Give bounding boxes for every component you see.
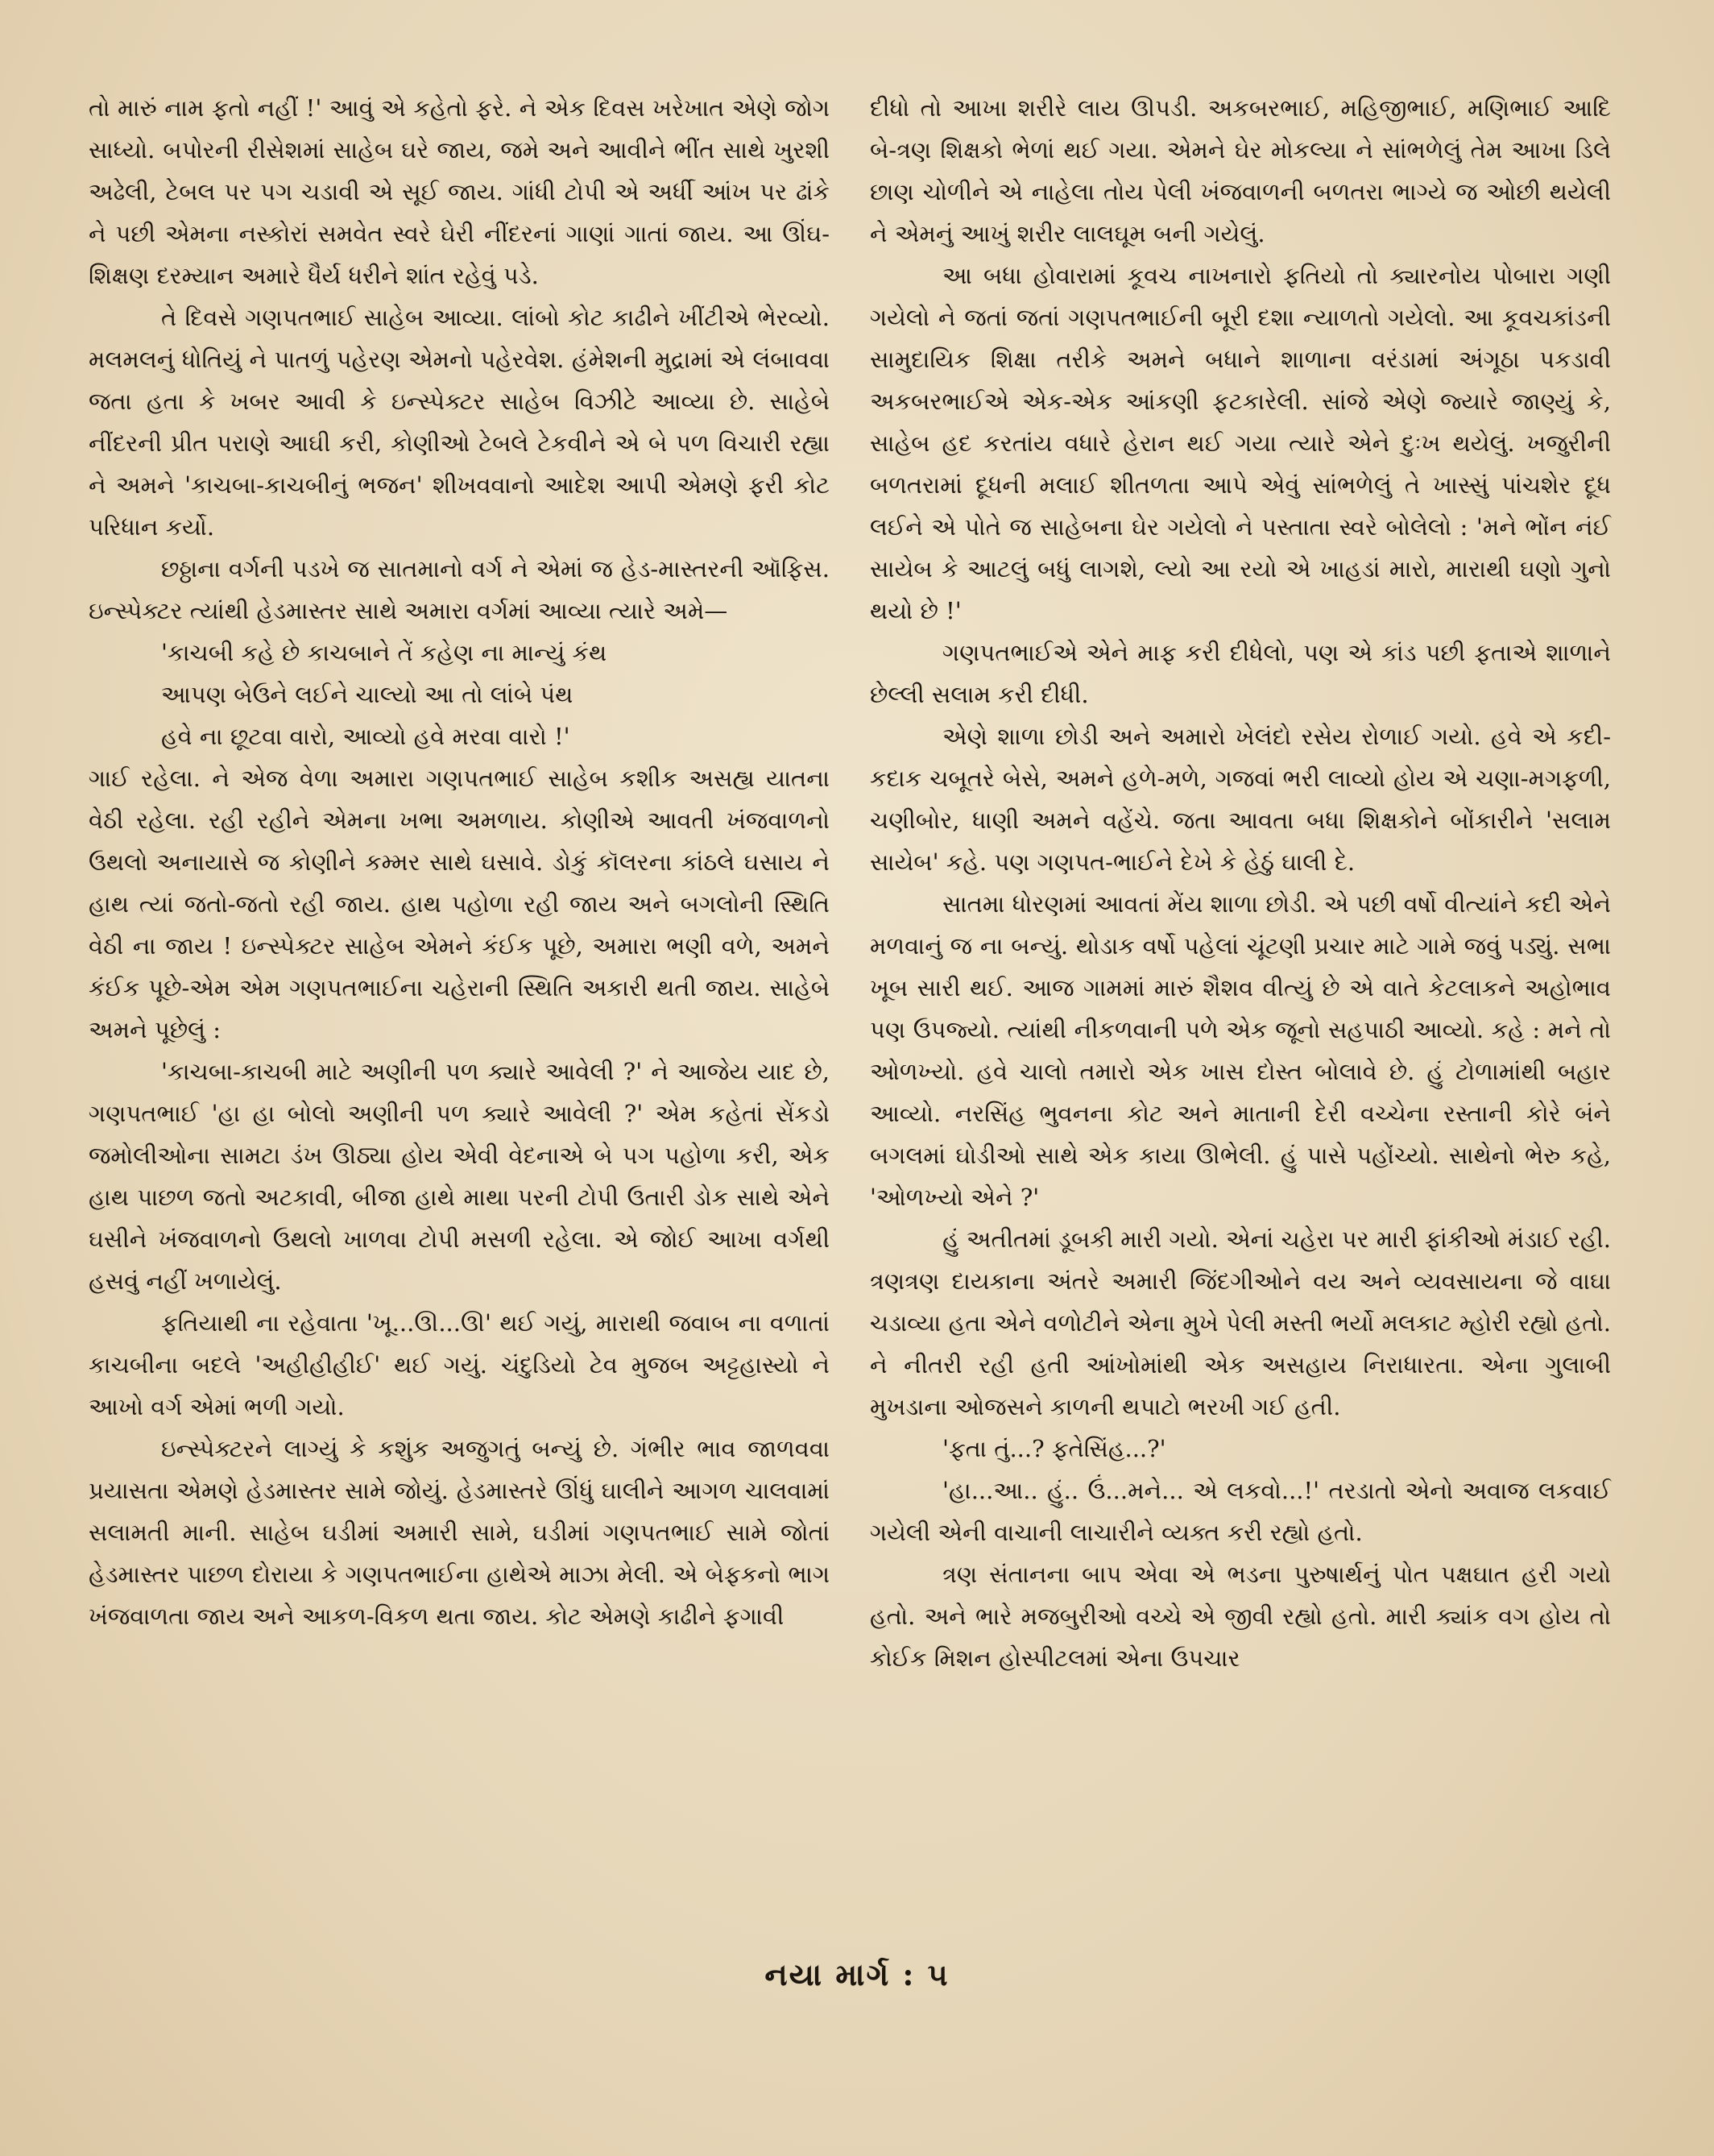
left-column-paragraph: છઠ્ઠાના વર્ગની પડખે જ સાતમાનો વર્ગ ને એમાં જ હેડ-માસ્તરની ઑફિસ. ઇન્સ્પેક્ટર ત્યાંથી હેડમાસ્તર સાથે અમારા વર્ગમાં આવ્યા ત્યારે અમે— [89,555,830,624]
right-text-column [870,87,1611,1679]
right-column-paragraph: ગણપતભાઈએ એને માફ કરી દીધેલો, પણ એ કાંડ પછી ફતાએ શાળાને છેલ્લી સલામ કરી દીધી. [870,639,1611,708]
right-column-paragraph: એણે શાળા છોડી અને અમારો ખેલંદો રસેય રોળાઈ ગયો. હવે એ કદી-કદાક ચબૂતરે બેસે, અમને હળે-મળે, ગજવાં ભરી લાવ્યો હોય એ ચણા-મગફળી, ચણીબોર, ધાણી અમને વહેંચે. જતા આવતા બધા શિક્ષકોને બોંકારીને 'સલામ સાયેબ' કહે. પણ ગણપત-ભાઈને દેખે કે હેઠું ઘાલી દે. [870,723,1611,876]
left-column-paragraph: તે દિવસે ગણપતભાઈ સાહેબ આવ્યા. લાંબો કોટ કાઢીને ખીંટીએ ભેરવ્યો. મલમલનું ધોતિયું ને પાતળું પહેરણ એમનો પહેરવેશ. હંમેશની મુદ્રામાં એ લંબાવવા જતા હતા કે ખબર આવી કે ઇન્સ્પેક્ટર સાહેબ વિઝીટે આવ્યા છે. સાહેબે નીંદરની પ્રીત પરાણે આઘી કરી, કોણીઓ ટેબલે ટેકવીને એ બે પળ વિચારી રહ્યા ને અમને 'કાચબા-કાચબીનું ભજન' શીખવવાનો આદેશ આપી એમણે ફરી કોટ પરિધાન કર્યો. [89,304,830,541]
left-column-paragraph: ઇન્સ્પેક્ટરને લાગ્યું કે કશુંક અજુગતું બન્યું છે. ગંભીર ભાવ જાળવવા પ્રયાસતા એમણે હેડમાસ્તર સામે જોયું. હેડમાસ્તરે ઊંધું ઘાલીને આગળ ચાલવામાં સલામતી માની. સાહેબ ઘડીમાં અમારી સામે, ઘડીમાં ગણપતભાઈ સામે જોતાં હેડમાસ્તર પાછળ દોરાયા કે ગણપતભાઈના હાથેએ માઝા મેલી. એ બેફકનો ભાગ ખંજવાળતા જાય અને આકળ-વિકળ થતા જાય. કોટ એમણે કાઢીને ફગાવી [89,1435,830,1630]
left-column-paragraph: ફતિયાથી ના રહેવાતા 'ખૂ...ઊ...ઊ' થઈ ગયું, મારાથી જવાબ ના વળાતાં કાચબીના બદલે 'અહીહીહીઈ' થઈ ગયું. ચંદુડિયો ટેવ મુજબ અટ્ટહાસ્યો ને આખો વર્ગ એમાં ભળી ગયો. [89,1309,830,1420]
right-column-paragraph: ત્રણ સંતાનના બાપ એવા એ ભડના પુરુષાર્થનું પોત પક્ષઘાત હરી ગયો હતો. અને ભારે મજબુરીઓ વચ્ચે એ જીવી રહ્યો હતો. મારી ક્યાંક વગ હોય તો કોઈક મિશન હોસ્પીટલમાં એના ઉપચાર [870,1561,1611,1672]
left-column-paragraph: તો મારું નામ ફતો નહીં !' આવું એ કહેતો ફરે. ને એક દિવસ ખરેખાત એણે જોગ સાધ્યો. બપોરની રીસેશમાં સાહેબ ઘરે જાય, જમે અને આવીને ભીંત સાથે ખુરશી અઢેલી, ટેબલ પર પગ ચડાવી એ સૂઈ જાય. ગાંધી ટોપી એ અર્ધી આંખ પર ઢાંકે ને પછી એમના નસ્કોરાં સમવેત સ્વરે ઘેરી નીંદરનાં ગાણાં ગાતાં જાય. આ ઊંઘ-શિક્ષણ દરમ્યાન અમારે ધૈર્ય ધરીને શાંત રહેવું પડે. [89,94,830,289]
right-column-paragraph: હું અતીતમાં ડૂબકી મારી ગયો. એનાં ચહેરા પર મારી ફાંકીઓ મંડાઈ રહી. ત્રણત્રણ દાયકાના અંતરે અમારી જિંદગીઓને વય અને વ્યવસાયના જે વાઘા ચડાવ્યા હતા એને વળોટીને એના મુખે પેલી મસ્તી ભર્યો મલકાટ મ્હોરી રહ્યો હતો. ને નીતરી રહી હતી આંખોમાંથી એક અસહાય નિરાધારતા. એના ગુલાબી મુખડાના ઓજસને કાળની થપાટો ભરખી ગઈ હતી. [870,1225,1611,1420]
left-column-paragraph: આપણ બેઉને લઈને ચાલ્યો આ તો લાંબે પંથ [161,681,573,708]
right-column-paragraph: 'ફતા તું...? ફતેસિંહ...?' [942,1435,1166,1462]
right-column-paragraph: 'હા...આ.. હું.. ઉં...મને... એ લકવો...!' તરડાતો એનો અવાજ લકવાઈ ગયેલી એની વાચાની લાચારીને વ્યક્ત કરી રહ્યો હતો. [870,1477,1611,1546]
left-column-paragraph: 'કાચબા-કાચબી માટે અણીની પળ ક્યારે આવેલી ?' ને આજેય યાદ છે, ગણપતભાઈ 'હા હા બોલો અણીની પળ ક્યારે આવેલી ?' એમ કહેતાં સેંકડો જમોલીઓના સામટા ડંખ ઊઠ્યા હોય એવી વેદનાએ બે પગ પહોળા કરી, એક હાથ પાછળ જતો અટકાવી, બીજા હાથે માથા પરની ટોપી ઉતારી ડોક સાથે એને ઘસીને ખંજવાળનો ઉથલો ખાળવા ટોપી મસળી રહેલા. એ જોઈ આખા વર્ગથી હસવું નહીં ખળાયેલું. [89,1058,830,1295]
left-column-paragraph: ગાઈ રહેલા. ને એજ વેળા અમારા ગણપતભાઈ સાહેબ કશીક અસહ્ય યાતના વેઠી રહેલા. રહી રહીને એમના ખભા અમળાય. કોણીએ આવતી ખંજવાળનો ઉથલો અનાયાસે જ કોણીને કમ્મર સાથે ઘસાવે. ડોકું કૉલરના કાંઠલે ઘસાય ને હાથ ત્યાં જતો-જતો રહી જાય. હાથ પહોળા રહી જાય અને બગલોની સ્થિતિ વેઠી ના જાય ! ઇન્સ્પેક્ટર સાહેબ એમને કંઈક પૂછે, અમારા ભણી વળે, અમને કંઈક પૂછે-એમ એમ ગણપતભાઈના ચહેરાની સ્થિતિ અકારી થતી જાય. સાહેબે અમને પૂછેલું : [89,765,830,1043]
page-footer: નયા માર્ગ : ૫ [764,1956,950,1992]
left-column-paragraph: 'કાચબી કહે છે કાચબાને તેં કહેણ ના માન્યું કંથ [161,639,607,666]
right-column-paragraph: આ બધા હોવારામાં કૂવચ નાખનારો ફતિયો તો ક્યારનોય પોબારા ગણી ગયેલો ને જતાં જતાં ગણપતભાઈની બૂરી દશા ન્યાળતો ગયેલો. આ કૂવચકાંડની સામુદાયિક શિક્ષા તરીકે અમને બધાને શાળાના વરંડામાં અંગૂઠા પકડાવી અકબરભાઈએ એક-એક આંકણી ફટકારેલી. સાંજે એણે જ્યારે જાણ્યું કે, સાહેબ હદ કરતાંય વધારે હેરાન થઈ ગયા ત્યારે એને દુઃખ થયેલું. ખજુરીની બળતરામાં દૂધની મલાઈ શીતળતા આપે એવું સાંભળેલું તે ખાસ્સું પાંચશેર દૂધ લઈને એ પોતે જ સાહેબના ઘેર ગયેલો ને પસ્તાતા સ્વરે બોલેલો : 'મને ભોંન નંઈ સાયેબ કે આટલું બધું લાગશે, લ્યો આ રયો એ ખાહડાં મારો, મારાથી ઘણો ગુનો થયો છે !' [870,262,1611,624]
left-column-paragraph: હવે ના છૂટવા વારો, આવ્યો હવે મરવા વારો !' [161,723,570,750]
left-text-column [89,87,830,1637]
right-column-paragraph: સાતમા ધોરણમાં આવતાં મેંય શાળા છોડી. એ પછી વર્ષો વીત્યાંને કદી એને મળવાનું જ ના બન્યું. થોડાક વર્ષો પહેલાં ચૂંટણી પ્રચાર માટે ગામે જવું પડ્યું. સભા ખૂબ સારી થઈ. આજ ગામમાં મારું શૈશવ વીત્યું છે એ વાતે કેટલાકને અહોભાવ પણ ઉપજ્યો. ત્યાંથી નીકળવાની પળે એક જૂનો સહપાઠી આવ્યો. કહે : મને તો ઓળખ્યો. હવે ચાલો તમારો એક ખાસ દોસ્ત બોલાવે છે. હું ટોળામાંથી બહાર આવ્યો. નરસિંહ ભુવનના કોટ અને માતાની દેરી વચ્ચેના રસ્તાની કોરે બંને બગલમાં ઘોડીઓ સાથે એક કાયા ઊભેલી. હું પાસે પહોંચ્યો. સાથેનો ભેરુ કહે, 'ઓળખ્યો એને ?' [870,890,1611,1211]
right-column-paragraph: દીધો તો આખા શરીરે લાય ઊપડી. અકબરભાઈ, મહિજીભાઈ, મણિભાઈ આદિ બે-ત્રણ શિક્ષકો ભેળાં થઈ ગયા. એમને ઘેર મોકલ્યા ને સાંભળેલું તેમ આખા ડિલે છાણ ચોળીને એ નાહેલા તોય પેલી ખંજવાળની બળતરા ભાગ્યે જ ઓછી થયેલી ને એમનું આખું શરીર લાલઘૂમ બની ગયેલું. [870,94,1611,247]
